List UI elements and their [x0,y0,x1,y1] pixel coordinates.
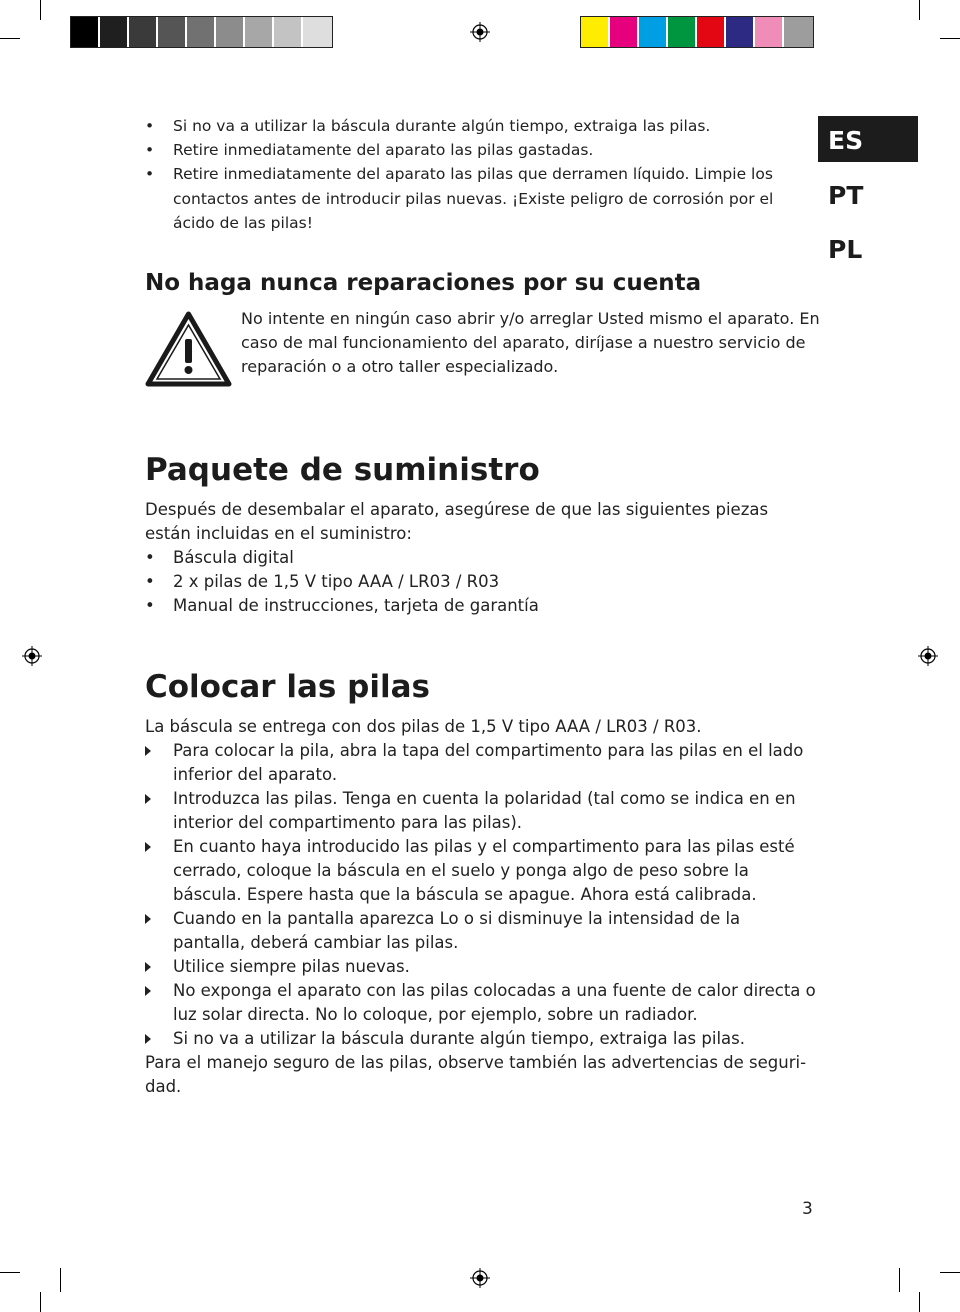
color-swatch [129,17,158,47]
color-swatch [581,17,610,47]
arrow-right-icon [145,746,151,756]
crop-mark [40,0,41,20]
bullet-icon: • [145,548,155,567]
color-calibration-bar [580,16,814,48]
arrow-right-icon [145,986,151,996]
crop-mark [60,1268,61,1292]
color-swatch [610,17,639,47]
arrow-right-icon [145,962,151,972]
color-swatch [245,17,274,47]
repairs-heading: No haga nunca reparaciones por su cuenta [145,270,702,296]
color-swatch [726,17,755,47]
arrow-right-icon [145,1034,151,1044]
crop-mark [40,1292,41,1312]
crop-mark [919,0,920,20]
registration-mark-icon [470,22,490,42]
registration-mark-icon [22,646,42,666]
color-swatch [668,17,697,47]
color-swatch [303,17,332,47]
arrow-right-icon [145,842,151,852]
delivery-intro: Después de desembalar el aparato, asegúrese de que las siguientes piezas están incluidas en el suministro: [145,500,769,544]
color-swatch [755,17,784,47]
color-swatch [639,17,668,47]
bullet-icon: • [145,141,155,159]
crop-mark [940,1272,960,1273]
color-swatch [784,17,813,47]
language-tab-pt: PT [828,181,864,210]
crop-mark [0,38,20,39]
color-swatch [697,17,726,47]
color-swatch [100,17,129,47]
warning-triangle-icon [145,311,232,387]
arrow-right-icon [145,914,151,924]
bullet-icon: • [145,596,155,615]
registration-mark-icon [918,646,938,666]
color-swatch [71,17,100,47]
delivery-heading: Paquete de suministro [145,452,540,488]
page-number: 3 [802,1199,813,1219]
arrow-right-icon [145,794,151,804]
bullet-icon: • [145,572,155,591]
color-swatch [187,17,216,47]
batteries-heading: Colocar las pilas [145,669,430,705]
gray-calibration-bar [70,16,333,48]
color-swatch [274,17,303,47]
crop-mark [0,1272,20,1273]
language-tab-pl: PL [828,235,863,264]
bullet-icon: • [145,165,155,183]
crop-mark [899,1268,900,1292]
crop-mark [940,38,960,39]
color-swatch [158,17,187,47]
crop-mark [919,1292,920,1312]
batteries-intro: La báscula se entrega con dos pilas de 1,5 V tipo AAA / LR03 / R03. [145,717,702,736]
language-tab-es: ES [818,116,918,162]
color-swatch [216,17,245,47]
registration-mark-icon [470,1268,490,1288]
batteries-closing: Para el manejo seguro de las pilas, observe también las advertencias de seguri-dad. [145,1053,807,1097]
bullet-icon: • [145,117,155,135]
repairs-text: No intente en ningún caso abrir y/o arreglar Usted mismo el aparato. En caso de mal funcionamiento del aparato, diríjase a nuestro servicio de reparación o a otro taller especializado. [241,309,820,376]
